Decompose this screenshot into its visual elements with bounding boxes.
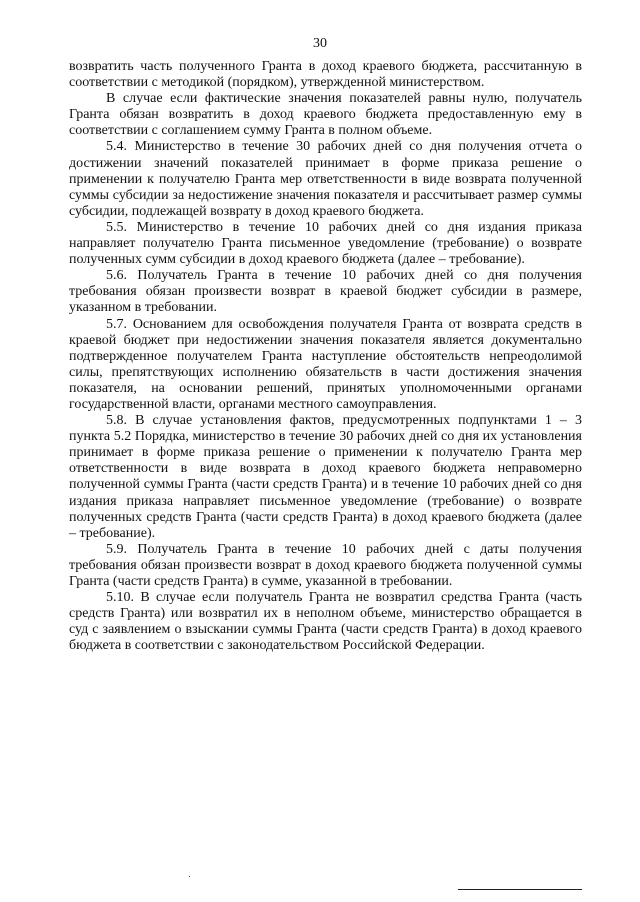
document-body: [69, 59, 582, 654]
footer-rule: [458, 889, 582, 890]
paragraph-5-8: 5.8. В случае установления фактов, предусмотренных подпунктами 1 – 3 пункта 5.2 Порядка, министерство в течение 30 рабочих дней со дня их установления принимает в форме приказа решение о применении к получателю Гранта мер ответственности в виде возврата в доход краевого бюджета неправомерно полученной суммы Гранта (части средств Гранта) и в течение 10 рабочих дней со дня издания приказа направляет письменное уведомление (требование) о возврате полученных средств Гранта (части средств Гранта) в доход краевого бюджета (далее – требование).: [69, 413, 582, 541]
paragraph-5-7: 5.7. Основанием для освобождения получателя Гранта от возврата средств в краевой бюджет при недостижении значения показателя является документально подтвержденное получателем Гранта наступление обстоятельств непреодолимой силы, препятствующих исполнению обязательств в части достижения значения показателя, на основании решений, принятых уполномоченными органами государственной власти, органами местного самоуправления.: [69, 316, 582, 412]
paragraph-continuation: возвратить часть полученного Гранта в доход краевого бюджета, рассчитанную в соответствии с методикой (порядком), утвержденной министерством.: [69, 59, 582, 91]
paragraph-zero-indicators: В случае если фактические значения показателей равны нулю, получатель Гранта обязан возвратить в доход краевого бюджета предоставленную ему в соответствии с соглашением сумму Гранта в полном объеме.: [69, 91, 582, 139]
paragraph-5-9: 5.9. Получатель Гранта в течение 10 рабочих дней с даты получения требования обязан произвести возврат в доход краевого бюджета полученной суммы Гранта (части средств Гранта) в сумме, указанной в требовании.: [69, 541, 582, 589]
page-number: 30: [313, 36, 327, 51]
scan-speck: [189, 876, 190, 877]
paragraph-5-6: 5.6. Получатель Гранта в течение 10 рабочих дней со дня получения требования обязан произвести возврат в краевой бюджет субсидии в размере, указанном в требовании.: [69, 268, 582, 316]
paragraph-5-5: 5.5. Министерство в течение 10 рабочих дней со дня издания приказа направляет получателю Гранта письменное уведомление (требование) о возврате полученных сумм субсидии в доход краевого бюджета (далее – требование).: [69, 219, 582, 268]
paragraph-5-10: 5.10. В случае если получатель Гранта не возвратил средства Гранта (часть средств Гранта) или возвратил их в неполном объеме, министерство обращается в суд с заявлением о взыскании суммы Гранта (части средств Гранта) в доход краевого бюджета в соответствии с законодательством Российской Федерации.: [69, 590, 582, 654]
paragraph-5-4: 5.4. Министерство в течение 30 рабочих дней со дня получения отчета о достижении значений показателей принимает в форме приказа решение о применении к получателю Гранта мер ответственности в виде возврата полученной суммы субсидии за недостижение значения показателя и рассчитывает размер суммы субсидии, подлежащей возврату в доход краевого бюджета.: [69, 139, 582, 219]
